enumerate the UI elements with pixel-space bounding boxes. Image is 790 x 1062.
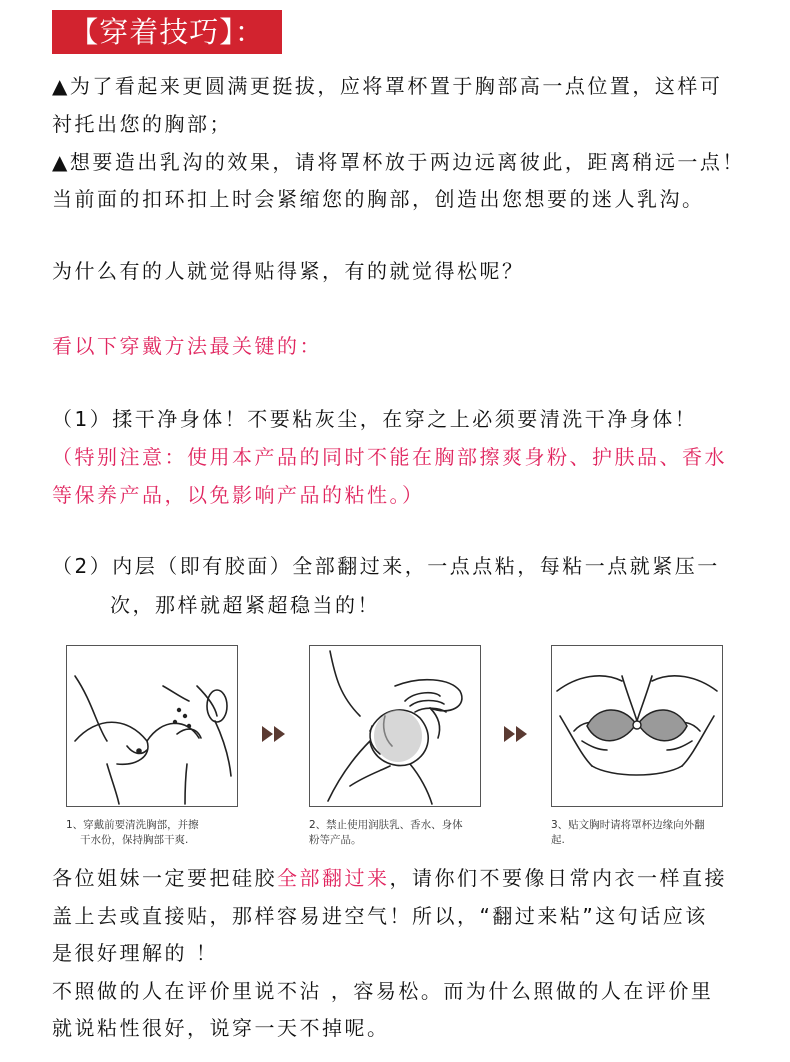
play-arrows-icon xyxy=(504,726,528,742)
caption-2-line-2: 粉等产品。 xyxy=(309,834,362,846)
step2-line-1: （2）内层（即有胶面）全部翻过来，一点点粘，每粘一点就紧压一 xyxy=(52,554,720,578)
tip-line-3: ▲想要造出乳沟的效果，请将罩杯放于两边远离彼此，距离稍远一点！ xyxy=(52,150,745,174)
bottom-text-post: ，请你们不要像日常内衣一样直接 xyxy=(389,866,727,890)
tip-line-4: 当前面的扣环扣上时会紧缩您的胸部，创造出您想要的迷人乳沟。 xyxy=(52,187,705,211)
section-title-banner: 【穿着技巧】： xyxy=(52,10,282,54)
bottom-paragraph-line-3: 是很好理解的 ！ xyxy=(52,941,219,965)
step1-note-line-1: （特别注意：使用本产品的同时不能在胸部擦爽身粉、护肤品、香水 xyxy=(52,445,727,469)
caption-1-line-1: 1、穿戴前要清洗胸部，并擦 xyxy=(66,819,199,831)
caption-step-2 xyxy=(309,818,463,848)
bottom-paragraph-line-4: 不照做的人在评价里说不沾 ，容易松。而为什么照做的人在评价里 xyxy=(52,979,714,1003)
tip-line-1: ▲为了看起来更圆满更挺拔，应将罩杯置于胸部高一点位置，这样可 xyxy=(52,74,723,98)
caption-2-line-1: 2、禁止使用润肤乳、香水、身体 xyxy=(309,819,463,831)
step1-main: （1）揉干净身体！不要粘灰尘，在穿之上必须要清洗干净身体！ xyxy=(52,407,698,431)
step2-line-2: 次，那样就超紧超稳当的！ xyxy=(110,593,380,617)
illustration-no-lotion xyxy=(309,645,481,807)
key-heading: 看以下穿戴方法最关键的： xyxy=(52,334,322,358)
bottom-text-highlight: 全部翻过来 xyxy=(277,866,390,890)
play-arrows-icon xyxy=(262,726,286,742)
bottom-paragraph-line-1 xyxy=(52,862,727,891)
step1-note-line-2: 等保养产品，以免影响产品的粘性。） xyxy=(52,483,425,507)
bottom-text-pre: 各位姐妹一定要把硅胶 xyxy=(52,866,277,890)
caption-1-line-2: 干水份，保持胸部干爽. xyxy=(80,834,189,846)
caption-step-1 xyxy=(66,818,199,848)
bottom-paragraph-line-5: 就说粘性很好，说穿一天不掉呢。 xyxy=(52,1016,390,1040)
question-text: 为什么有的人就觉得贴得紧，有的就觉得松呢？ xyxy=(52,259,525,283)
illustration-cleaning xyxy=(66,645,238,807)
caption-3-line-2: 起. xyxy=(551,834,565,846)
caption-3-line-1: 3、贴文胸时请将罩杯边缘向外翻 xyxy=(551,819,705,831)
bottom-paragraph-line-2: 盖上去或直接贴，那样容易进空气！所以，“翻过来粘”这句话应该 xyxy=(52,904,708,928)
caption-step-3 xyxy=(551,818,705,848)
tip-line-2: 衬托出您的胸部； xyxy=(52,112,232,136)
illustration-flip-cups xyxy=(551,645,723,807)
